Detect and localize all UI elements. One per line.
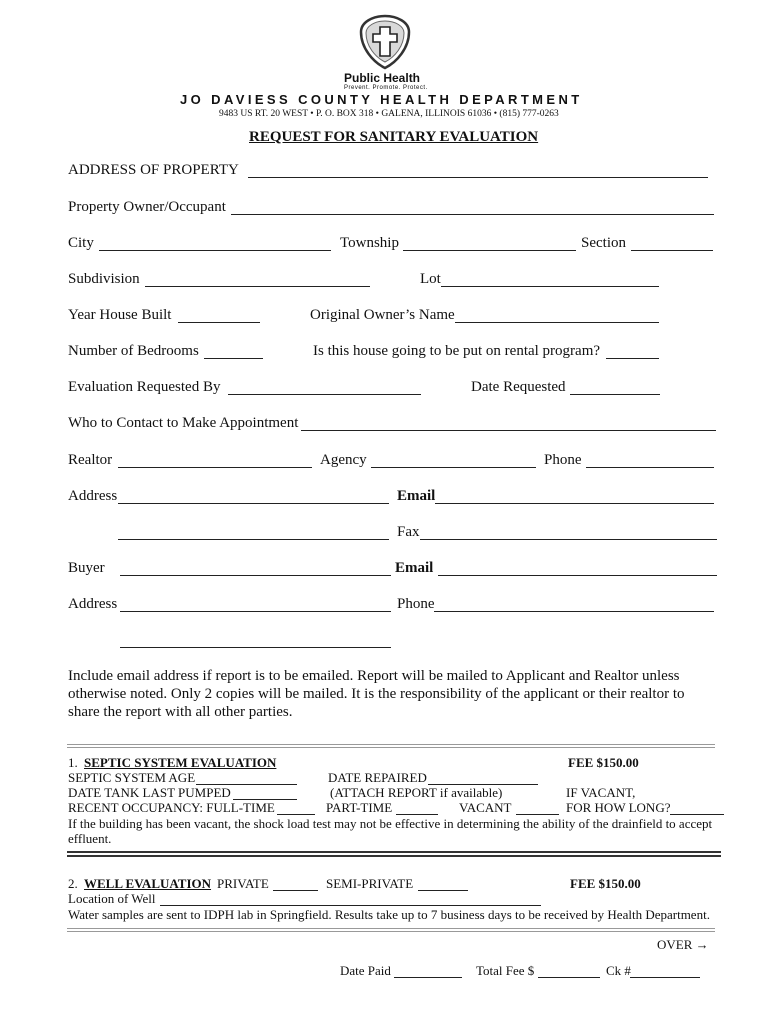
agency-label: Agency bbox=[320, 452, 367, 468]
well-number: 2. bbox=[68, 876, 78, 891]
realtor-address-label: Address bbox=[68, 488, 118, 504]
city-field[interactable] bbox=[99, 250, 331, 251]
department-address: 9483 US RT. 20 WEST • P. O. BOX 318 • GALENA, ILLINOIS 61036 • (815) 777-0263 bbox=[219, 109, 559, 119]
date-requested-field[interactable] bbox=[570, 394, 660, 395]
date-repaired-label: DATE REPAIRED bbox=[328, 770, 427, 785]
realtor-label: Realtor bbox=[68, 452, 113, 468]
logo-title: Public Health bbox=[344, 71, 421, 85]
year-built-field[interactable] bbox=[178, 322, 260, 323]
ck-field[interactable] bbox=[630, 977, 700, 978]
semi-private-label: SEMI-PRIVATE bbox=[326, 876, 414, 891]
agency-field[interactable] bbox=[371, 467, 536, 468]
subdivision-field[interactable] bbox=[145, 286, 370, 287]
section-label: Section bbox=[581, 235, 626, 251]
buyer-label: Buyer bbox=[68, 560, 105, 576]
address-of-property-label: ADDRESS OF PROPERTY bbox=[68, 162, 239, 178]
note-line-1: Include email address if report is to be emailed. Report will be mailed to Applicant and Realtor unless bbox=[68, 668, 680, 684]
date-paid-field[interactable] bbox=[394, 977, 462, 978]
buyer-email-field[interactable] bbox=[438, 575, 717, 576]
section-divider-heavy bbox=[67, 851, 721, 857]
part-time-label: PART-TIME bbox=[326, 800, 393, 815]
contact-field[interactable] bbox=[301, 430, 716, 431]
department-name: JO DAVIESS COUNTY HEALTH DEPARTMENT bbox=[180, 92, 583, 107]
rental-label: Is this house going to be put on rental program? bbox=[313, 343, 601, 359]
bedrooms-field[interactable] bbox=[204, 358, 263, 359]
total-fee-field[interactable] bbox=[538, 977, 600, 978]
requested-by-field[interactable] bbox=[228, 394, 421, 395]
buyer-address-label: Address bbox=[68, 596, 118, 612]
note-line-2: otherwise noted. Only 2 copies will be mailed. It is the responsibility of the applicant or their realtor to bbox=[68, 686, 685, 702]
original-owner-field[interactable] bbox=[455, 322, 659, 323]
realtor-email-field[interactable] bbox=[435, 503, 714, 504]
fax-label: Fax bbox=[397, 524, 420, 540]
last-pumped-label: DATE TANK LAST PUMPED bbox=[68, 785, 231, 800]
date-paid-label: Date Paid bbox=[340, 963, 391, 978]
buyer-phone-field[interactable] bbox=[434, 611, 714, 612]
address-of-property-field[interactable] bbox=[248, 177, 708, 178]
owner-label: Property Owner/Occupant bbox=[68, 199, 226, 215]
over-label: OVER → bbox=[657, 937, 709, 952]
well-fee: FEE $150.00 bbox=[570, 876, 641, 891]
septic-number: 1. bbox=[68, 755, 78, 770]
phone-field[interactable] bbox=[586, 467, 714, 468]
section-divider-bottom bbox=[67, 928, 715, 932]
rental-field[interactable] bbox=[606, 358, 659, 359]
well-title: WELL EVALUATION bbox=[84, 876, 212, 891]
how-long-label: FOR HOW LONG? bbox=[566, 800, 671, 815]
realtor-field[interactable] bbox=[118, 467, 312, 468]
lot-field[interactable] bbox=[441, 286, 659, 287]
septic-title: SEPTIC SYSTEM EVALUATION bbox=[84, 755, 277, 770]
septic-note-line-1: If the building has been vacant, the shock load test may not be effective in determining the ability of the drainfield to accept bbox=[68, 816, 713, 831]
vacant-field[interactable] bbox=[516, 814, 559, 815]
owner-field[interactable] bbox=[231, 214, 714, 215]
realtor-address-line2-field[interactable] bbox=[118, 539, 389, 540]
contact-label: Who to Contact to Make Appointment bbox=[68, 415, 299, 431]
total-fee-label: Total Fee $ bbox=[476, 963, 535, 978]
buyer-address-field[interactable] bbox=[120, 611, 391, 612]
septic-note-line-2: effluent. bbox=[68, 831, 112, 846]
septic-age-label: SEPTIC SYSTEM AGE bbox=[68, 770, 196, 785]
semi-private-field[interactable] bbox=[418, 890, 468, 891]
full-time-label: RECENT OCCUPANCY: FULL-TIME bbox=[68, 800, 275, 815]
well-location-field[interactable] bbox=[160, 905, 541, 906]
full-time-field[interactable] bbox=[277, 814, 315, 815]
fax-field[interactable] bbox=[420, 539, 717, 540]
realtor-email-label: Email bbox=[397, 488, 436, 504]
realtor-address-field[interactable] bbox=[118, 503, 389, 504]
attach-report-note: (ATTACH REPORT if available) bbox=[330, 785, 503, 800]
phone-label: Phone bbox=[544, 452, 582, 468]
city-label: City bbox=[68, 235, 94, 251]
well-location-label: Location of Well bbox=[68, 891, 156, 906]
note-line-3: share the report with all other parties. bbox=[68, 704, 293, 720]
buyer-address-line2-field[interactable] bbox=[120, 647, 391, 648]
original-owner-label: Original Owner’s Name bbox=[310, 307, 455, 323]
private-label: PRIVATE bbox=[217, 876, 269, 891]
buyer-email-label: Email bbox=[395, 560, 434, 576]
section-divider bbox=[67, 744, 715, 748]
well-note: Water samples are sent to IDPH lab in Springfield. Results take up to 7 business days to be received by Health Department. bbox=[68, 907, 710, 922]
subdivision-label: Subdivision bbox=[68, 271, 140, 287]
part-time-field[interactable] bbox=[396, 814, 438, 815]
year-built-label: Year House Built bbox=[68, 307, 172, 323]
logo-tagline: Prevent. Promote. Protect. bbox=[344, 85, 428, 91]
if-vacant-label: IF VACANT, bbox=[566, 785, 636, 800]
bedrooms-label: Number of Bedrooms bbox=[68, 343, 199, 359]
private-field[interactable] bbox=[273, 890, 318, 891]
buyer-field[interactable] bbox=[120, 575, 391, 576]
form-title: REQUEST FOR SANITARY EVALUATION bbox=[249, 129, 539, 145]
date-requested-label: Date Requested bbox=[471, 379, 566, 395]
vacant-label: VACANT bbox=[459, 800, 512, 815]
how-long-field[interactable] bbox=[670, 814, 724, 815]
buyer-phone-label: Phone bbox=[397, 596, 435, 612]
ck-label: Ck # bbox=[606, 963, 631, 978]
township-field[interactable] bbox=[403, 250, 576, 251]
requested-by-label: Evaluation Requested By bbox=[68, 379, 221, 395]
septic-fee: FEE $150.00 bbox=[568, 755, 639, 770]
section-field[interactable] bbox=[631, 250, 713, 251]
public-health-logo-icon bbox=[357, 14, 413, 70]
lot-label: Lot bbox=[420, 271, 441, 287]
township-label: Township bbox=[340, 235, 399, 251]
